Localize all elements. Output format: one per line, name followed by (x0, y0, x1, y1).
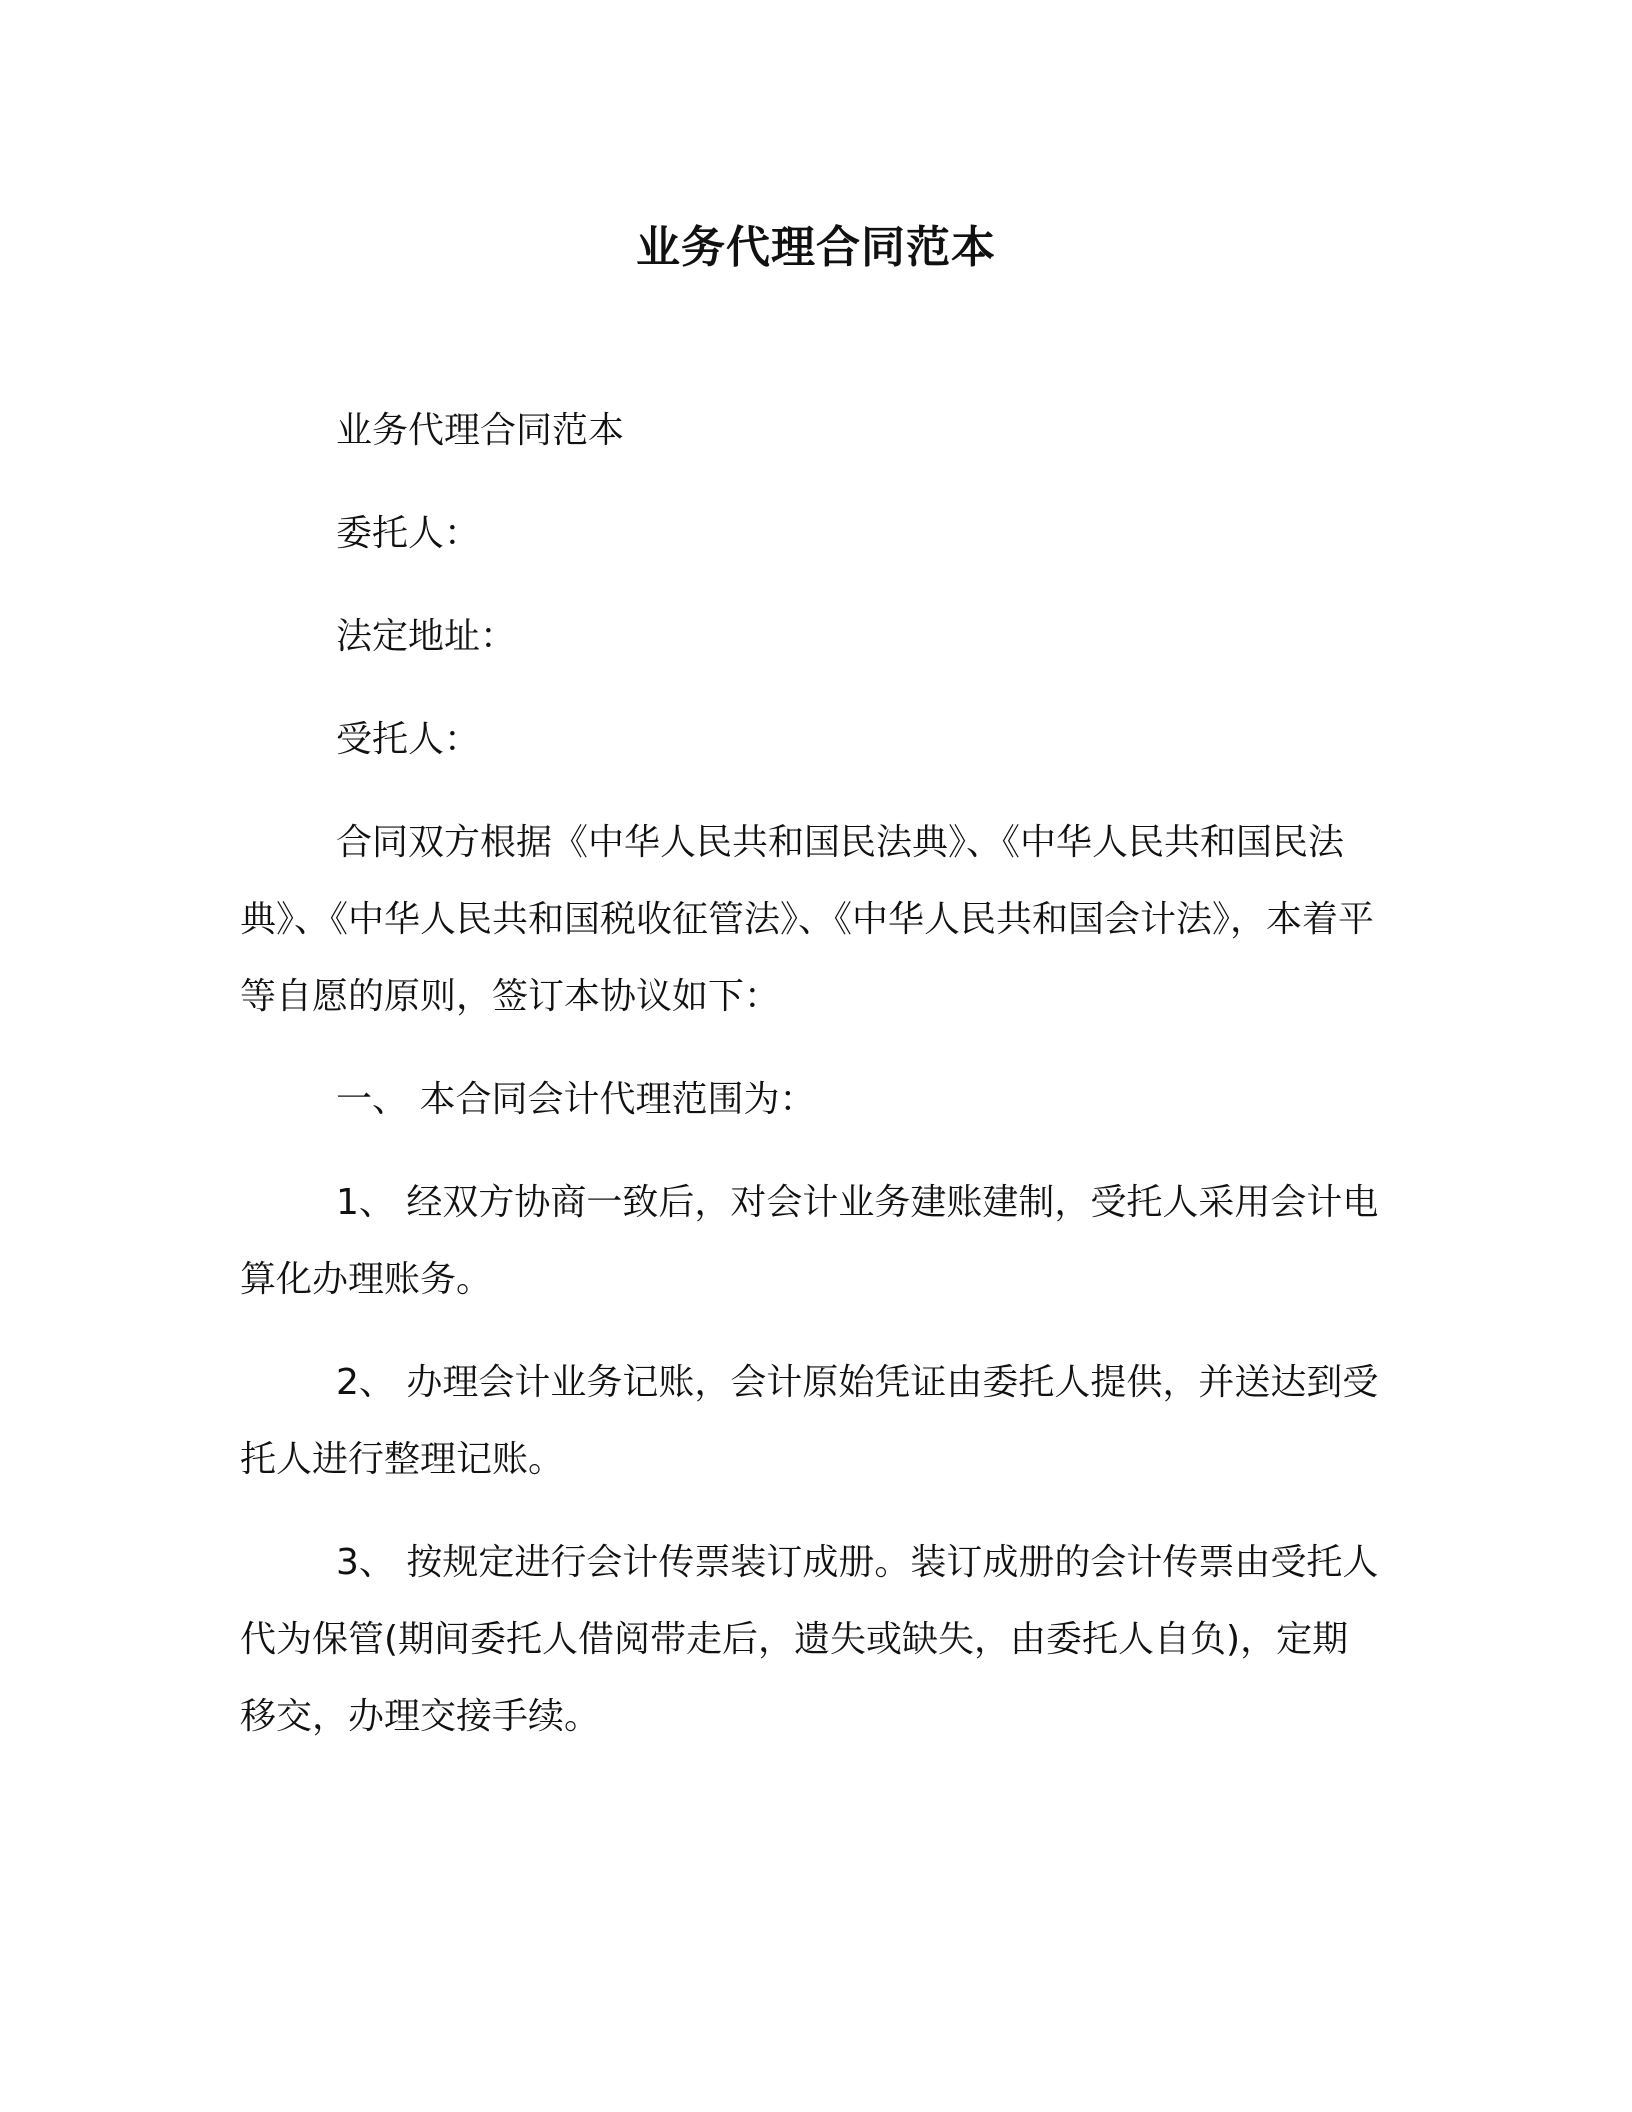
preamble-paragraph: 合同双方根据《中华人民共和国民法典》、《中华人民共和国民法典》、《中华人民共和国税收征管法》、《中华人民共和国会计法》，本着平等自愿的原则，签订本协议如下： (240, 822, 1375, 1017)
subtitle-paragraph: 业务代理合同范本 (336, 410, 625, 451)
clause-3: 3、 按规定进行会计传票装订成册。装订成册的会计传票由受托人代为保管(期间委托人借阅带走后，遗失或缺失，由委托人自负)，定期移交，办理交接手续。 (240, 1542, 1379, 1737)
principal-field: 委托人： (336, 513, 481, 554)
clause-1: 1、 经双方协商一致后，对会计业务建账建制，受托人采用会计电算化办理账务。 (240, 1182, 1379, 1300)
document-title: 业务代理合同范本 (636, 222, 996, 273)
clause-2: 2、 办理会计业务记账，会计原始凭证由委托人提供，并送达到受托人进行整理记账。 (240, 1362, 1379, 1480)
document-body (240, 392, 1382, 1781)
section-heading: 一、 本合同会计代理范围为： (336, 1079, 816, 1120)
agent-field: 受托人： (336, 719, 481, 760)
legal-address-field: 法定地址： (336, 616, 517, 657)
